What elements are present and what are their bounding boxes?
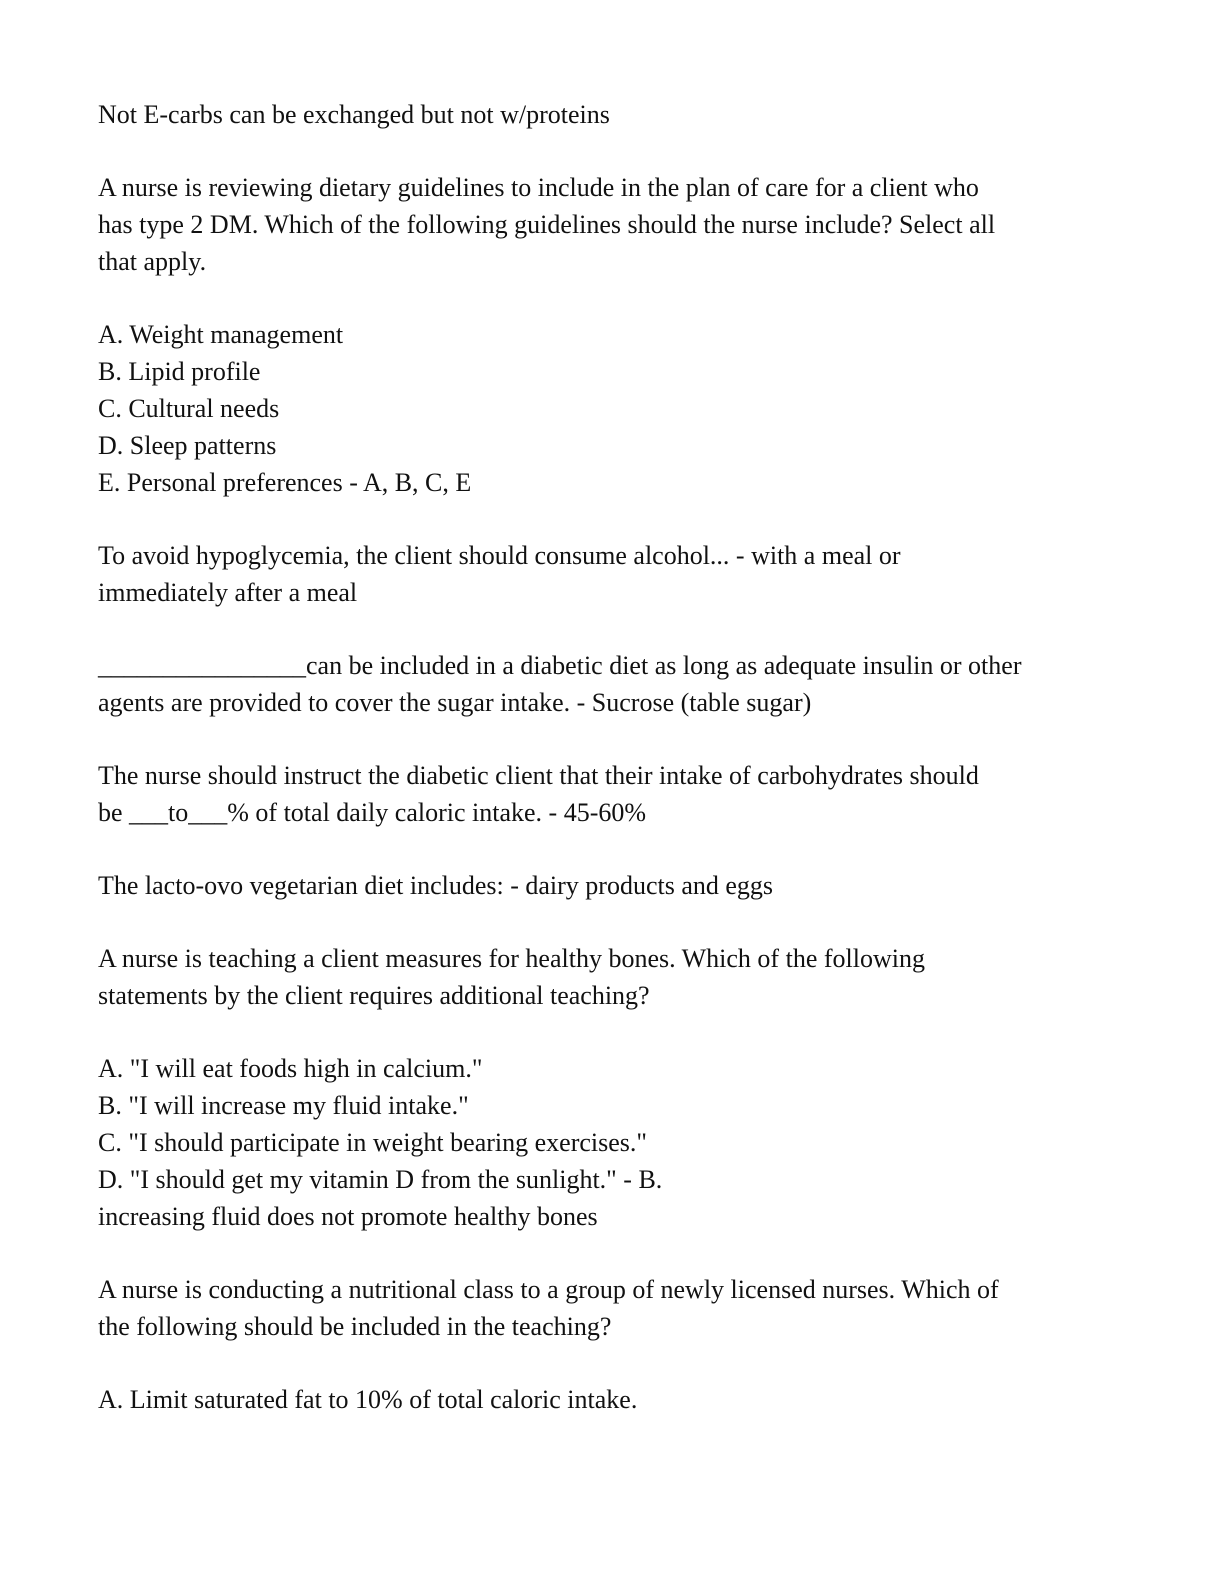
option-item-with-answer: D. "I should get my vitamin D from the sunlight." - B. [98,1165,663,1194]
paragraph-gap [98,611,1098,647]
option-item: C. "I should participate in weight bearing exercises." [98,1128,648,1157]
question-text: The nurse should instruct the diabetic client that their intake of carbohydrates should [98,761,979,790]
paragraph-gap [98,1235,1098,1271]
option-item: B. Lipid profile [98,357,261,386]
question-text: has type 2 DM. Which of the following guidelines should the nurse include? Select all [98,210,996,239]
option-item: A. Limit saturated fat to 10% of total caloric intake. [98,1385,638,1414]
document-page [98,96,1098,1418]
option-item: C. Cultural needs [98,394,280,423]
answer-text: immediately after a meal [98,578,358,607]
answer-text: agents are provided to cover the sugar intake. - Sucrose (table sugar) [98,688,812,717]
question-with-answer: The lacto-ovo vegetarian diet includes: - dairy products and eggs [98,871,774,900]
answer-text: increasing fluid does not promote healthy bones [98,1202,598,1231]
paragraph-gap [98,1014,1098,1050]
option-item: A. "I will eat foods high in calcium." [98,1054,483,1083]
paragraph-gap [98,501,1098,537]
option-item: B. "I will increase my fluid intake." [98,1091,469,1120]
paragraph-gap [98,904,1098,940]
paragraph-gap [98,280,1098,316]
paragraph-gap [98,133,1098,169]
question-text: A nurse is reviewing dietary guidelines to include in the plan of care for a client who [98,173,979,202]
question-text: that apply. [98,247,207,276]
question-text: the following should be included in the teaching? [98,1312,612,1341]
paragraph-gap [98,831,1098,867]
paragraph-gap [98,1345,1098,1381]
option-item-with-answer: E. Personal preferences - A, B, C, E [98,468,472,497]
question-text: To avoid hypoglycemia, the client should consume alcohol... - with a meal or [98,541,901,570]
question-text: ________________can be included in a diabetic diet as long as adequate insulin or other [98,651,1022,680]
question-text: statements by the client requires additional teaching? [98,981,650,1010]
option-item: D. Sleep patterns [98,431,277,460]
paragraph-gap [98,721,1098,757]
question-text: A nurse is teaching a client measures for healthy bones. Which of the following [98,944,925,973]
option-item: A. Weight management [98,320,344,349]
answer-text: be ___to___% of total daily caloric intake. - 45-60% [98,798,647,827]
text-line: Not E-carbs can be exchanged but not w/proteins [98,100,610,129]
question-text: A nurse is conducting a nutritional class to a group of newly licensed nurses. Which of [98,1275,999,1304]
